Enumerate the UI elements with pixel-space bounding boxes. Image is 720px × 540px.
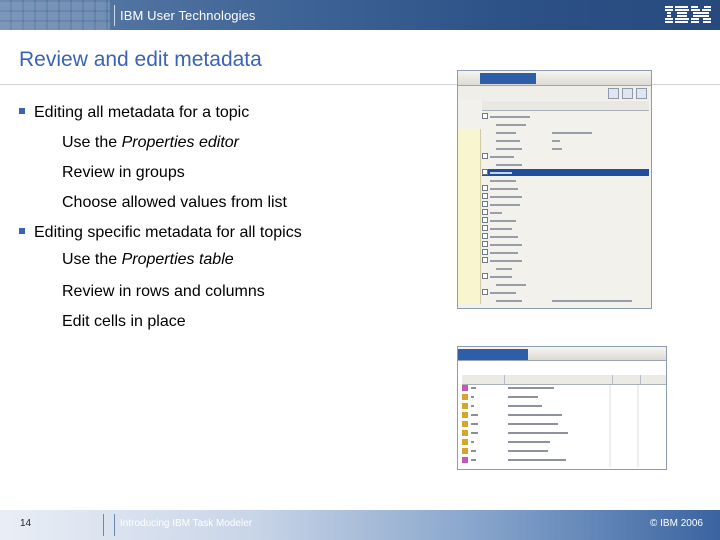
editor-tab-active: [480, 73, 536, 84]
sub-bullet-edit-cells: Edit cells in place: [62, 313, 186, 330]
editor-toolbar: [458, 86, 651, 100]
bullet-square-icon: [19, 108, 25, 114]
header-pattern: [0, 0, 110, 30]
properties-table-screenshot: [457, 346, 667, 470]
sub-bullet-choose-values: Choose allowed values from list: [62, 194, 287, 211]
properties-editor-screenshot: [457, 70, 652, 309]
toolbar-icon: [636, 88, 647, 99]
footer-divider: [103, 514, 104, 536]
yellow-side-strip: [458, 129, 481, 304]
slide-title: Review and edit metadata: [19, 48, 262, 71]
sub-bullet-properties-table: Use the Properties table: [62, 251, 234, 268]
sub-bullet-review-groups: Review in groups: [62, 164, 185, 181]
editor-tab-bar: [458, 71, 651, 86]
table-tab-bar: [458, 347, 666, 361]
footer-band: [0, 510, 720, 540]
sub-bullet-properties-editor: Use the Properties editor: [62, 134, 239, 151]
table-rows-graphic: [462, 385, 666, 467]
table-tab-inactive: [528, 349, 596, 360]
bullet-editing-topic: Editing all metadata for a topic: [19, 104, 249, 122]
toolbar-icon: [608, 88, 619, 99]
table-tab-inactive: [598, 349, 666, 360]
footer-divider: [114, 514, 115, 536]
page-number: 14: [20, 518, 32, 529]
sub-bullet-rows-columns: Review in rows and columns: [62, 283, 265, 300]
table-column-header: [462, 375, 666, 385]
header-band: [0, 0, 720, 30]
table-tab-active: [458, 349, 528, 360]
bullet-editing-all-topics: Editing specific metadata for all topics: [19, 224, 302, 242]
editor-column-header: [482, 101, 649, 111]
tree-placeholder-lines: [482, 113, 649, 305]
presentation-title: Introducing IBM Task Modeler: [120, 518, 253, 529]
header-divider: [114, 5, 115, 26]
toolbar-icon: [622, 88, 633, 99]
editor-tab-inactive: [534, 73, 602, 84]
copyright-notice: © IBM 2006: [650, 518, 703, 529]
company-name: IBM User Technologies: [120, 8, 256, 23]
ibm-logo: [664, 3, 714, 25]
bullet-square-icon: [19, 228, 25, 234]
